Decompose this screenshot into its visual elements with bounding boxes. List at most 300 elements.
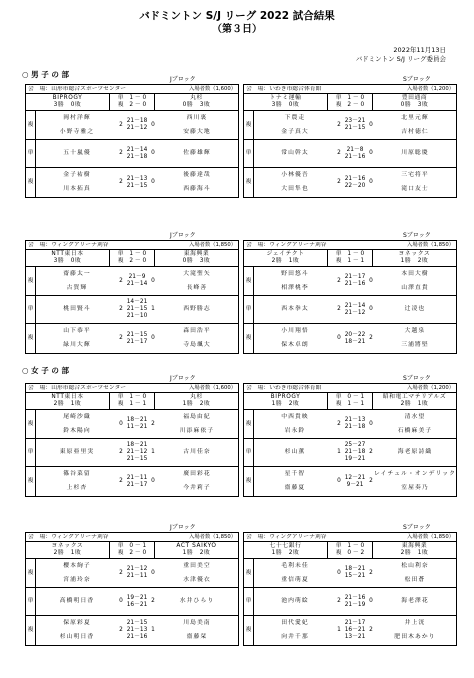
set-scores xyxy=(124,176,150,190)
player-name: 緑川大輝 xyxy=(63,342,91,349)
right-games-won: 0 xyxy=(369,150,373,156)
set-score: 21－13 xyxy=(126,175,148,182)
set-score: 21－11 xyxy=(126,573,148,579)
player-name: 五十嵐優 xyxy=(63,150,91,156)
set-score: 21－16 xyxy=(344,281,366,287)
away-team-name: ACT SAIKYO xyxy=(176,543,217,549)
block-label: Jブロック xyxy=(170,232,196,239)
game-score xyxy=(336,467,374,496)
left-games-won: 0 xyxy=(119,420,123,427)
game-score xyxy=(118,267,156,295)
home-team-record: 1勝 2敗 xyxy=(271,550,300,556)
player-name: 小林優吾 xyxy=(281,171,309,178)
game-row xyxy=(26,439,238,467)
right-players xyxy=(374,588,456,615)
left-players xyxy=(36,559,118,587)
away-team xyxy=(155,94,238,110)
venue-row xyxy=(244,384,456,393)
game-score xyxy=(336,267,374,295)
set-score: 21－16 xyxy=(344,153,366,160)
set-score: 21－15 xyxy=(126,620,148,626)
left-games-won: 2 xyxy=(337,277,341,284)
player-name: 小野寺雅之 xyxy=(59,128,95,135)
player-name: 齋藤夏 xyxy=(284,485,306,492)
venue-name: 会 場：ウィングアリーナ刈谷 xyxy=(28,533,109,540)
game-score xyxy=(118,111,156,139)
set-score: 21－18 xyxy=(344,424,366,430)
venue-row xyxy=(26,241,238,250)
right-games-won: 0 xyxy=(369,277,373,284)
game-type: 単 xyxy=(244,439,254,466)
match-summary xyxy=(109,250,155,266)
player-name: 川島美南 xyxy=(183,619,211,626)
player-name: 宮浦玲奈 xyxy=(63,576,91,583)
set-scores xyxy=(124,118,150,132)
set-score: 21－18 xyxy=(126,118,148,124)
right-games-won: 0 xyxy=(151,335,155,341)
set-scores xyxy=(124,566,150,580)
block-label: Sブロック xyxy=(403,232,431,239)
left-games-won: 0 xyxy=(337,569,341,576)
home-team xyxy=(26,393,109,409)
away-team xyxy=(373,393,456,409)
game-type: 単 xyxy=(26,439,36,466)
player-name: 西藤海斗 xyxy=(183,186,211,193)
set-score: 12－21 xyxy=(344,474,366,481)
right-games-won: 2 xyxy=(151,598,155,604)
left-games-won: 1 xyxy=(337,449,341,455)
set-score: 21－15 xyxy=(126,331,148,338)
player-name: 池内萌絵 xyxy=(281,598,309,604)
set-scores xyxy=(342,118,368,132)
left-players xyxy=(254,616,336,645)
set-score: 21－15 xyxy=(126,182,148,189)
match-card xyxy=(243,532,457,646)
match-summary xyxy=(327,393,373,409)
right-players xyxy=(374,559,456,587)
home-team-name: BIPROGY xyxy=(270,394,301,400)
attendance: 入場者数（1,200） xyxy=(407,85,454,92)
left-players xyxy=(36,439,118,466)
set-score: 21－8 xyxy=(346,146,364,153)
away-team xyxy=(373,542,456,558)
left-games-won: 2 xyxy=(119,335,123,341)
right-players xyxy=(156,324,238,353)
game-type: 複 xyxy=(26,559,36,587)
left-games-won: 2 xyxy=(337,420,341,427)
set-score: 9－21 xyxy=(346,481,364,488)
game-score xyxy=(118,168,156,197)
set-score: 21－12 xyxy=(126,125,148,131)
match-card xyxy=(243,383,457,497)
player-name: 森田浩平 xyxy=(183,327,211,334)
block-label: Jブロック xyxy=(170,375,196,382)
away-team-record: 1勝 2敗 xyxy=(182,550,211,556)
match-card xyxy=(25,383,239,497)
player-name: 三浦將堅 xyxy=(401,342,429,349)
player-name: 西野勝志 xyxy=(183,306,211,312)
right-games-won: 2 xyxy=(369,335,373,341)
player-name: 川本拓真 xyxy=(63,186,91,193)
player-name: 吉村徳仁 xyxy=(401,128,429,135)
game-type: 単 xyxy=(244,296,254,323)
summary-line: 単 0 － 1 xyxy=(117,543,147,549)
player-name: 佐藤雄輝 xyxy=(183,150,211,156)
game-type: 単 xyxy=(26,588,36,615)
player-name: 三宅将平 xyxy=(401,171,429,178)
right-players xyxy=(156,410,238,438)
game-type: 複 xyxy=(244,168,254,197)
summary-line: 単 1 － 0 xyxy=(335,543,365,549)
player-name: 西本拳太 xyxy=(281,306,309,312)
match-summary xyxy=(109,94,155,110)
game-type: 複 xyxy=(244,410,254,438)
right-players xyxy=(374,267,456,295)
left-players xyxy=(36,168,118,197)
left-games-won: 0 xyxy=(337,478,341,484)
player-name: 岡村洋輝 xyxy=(63,114,91,121)
right-players xyxy=(156,168,238,197)
set-score: 21－13 xyxy=(126,627,148,633)
left-players xyxy=(254,111,336,139)
game-score xyxy=(336,140,374,167)
left-players xyxy=(254,439,336,466)
game-row xyxy=(244,296,456,324)
right-players xyxy=(156,140,238,167)
left-games-won: 2 xyxy=(119,150,123,156)
right-games-won: 0 xyxy=(369,179,373,185)
player-name: 鈴木陽向 xyxy=(63,427,91,434)
attendance: 入場者数（1,600） xyxy=(189,85,236,92)
set-score: 18－21 xyxy=(126,442,148,448)
match-summary xyxy=(327,250,373,266)
set-score: 21－14 xyxy=(126,281,148,287)
summary-line: 単 0 － 1 xyxy=(335,394,365,400)
set-score: 21－10 xyxy=(126,313,148,319)
left-players xyxy=(36,410,118,438)
set-score: 19－21 xyxy=(344,456,366,462)
set-score: 21－13 xyxy=(344,417,366,423)
set-scores xyxy=(124,274,150,288)
set-scores xyxy=(124,475,150,489)
right-players xyxy=(156,439,238,466)
venue-name: 会 場：いわき市総合体育館 xyxy=(246,384,322,391)
set-score: 21－11 xyxy=(126,474,148,481)
match-card xyxy=(243,84,457,198)
game-row xyxy=(244,616,456,645)
player-name: 山下恭平 xyxy=(63,327,91,334)
player-name: 辻凌也 xyxy=(404,306,426,312)
summary-line: 複 2 － 0 xyxy=(117,550,147,556)
set-score: 18－21 xyxy=(344,566,366,572)
set-scores xyxy=(342,274,368,288)
player-name: 毛利未佳 xyxy=(281,562,309,569)
set-score: 25－27 xyxy=(344,442,366,448)
player-name: 西川裏 xyxy=(186,114,208,121)
player-name: 杉山薫 xyxy=(284,449,306,455)
left-players xyxy=(36,324,118,353)
player-name: 下農走 xyxy=(284,114,306,121)
venue-row xyxy=(26,384,238,393)
right-games-won: 0 xyxy=(369,306,373,312)
left-players xyxy=(36,140,118,167)
set-scores xyxy=(342,332,368,346)
game-row xyxy=(26,616,238,645)
player-name: 星千智 xyxy=(284,470,306,477)
right-games-won: 0 xyxy=(151,277,155,284)
player-name: 篠谷菜留 xyxy=(63,470,91,477)
set-score: 20－22 xyxy=(344,331,366,338)
left-games-won: 0 xyxy=(119,598,123,604)
player-name: 上杉杏 xyxy=(66,485,88,492)
player-name: 重信萌夏 xyxy=(281,576,309,583)
summary-line: 複 1 － 1 xyxy=(335,401,365,407)
venue-name: 会 場：ウィングアリーナ刈谷 xyxy=(246,533,327,540)
set-scores xyxy=(342,620,368,641)
home-team xyxy=(26,250,109,266)
game-type: 複 xyxy=(26,410,36,438)
set-score: 21－17 xyxy=(344,274,366,280)
team-row xyxy=(244,542,456,559)
game-type: 単 xyxy=(26,140,36,167)
game-row xyxy=(26,559,238,588)
left-games-won: 2 xyxy=(119,121,123,128)
venue-row xyxy=(26,85,238,94)
left-players xyxy=(36,616,118,645)
attendance: 入場者数（1,600） xyxy=(189,384,236,391)
summary-line: 複 1 － 1 xyxy=(117,401,147,407)
player-name: 常山幹太 xyxy=(281,150,309,156)
player-name: 山澤直貴 xyxy=(401,284,429,291)
away-team-record: 2勝 1敗 xyxy=(400,550,429,556)
away-team xyxy=(373,94,456,110)
home-team-name: NTT東日本 xyxy=(51,394,84,400)
set-score: 21－14 xyxy=(126,146,148,153)
right-games-won: 1 xyxy=(151,627,155,633)
player-name: 本田大樹 xyxy=(401,270,429,277)
set-score: 21－12 xyxy=(126,449,148,455)
summary-line: 単 1 － 0 xyxy=(117,251,147,257)
left-players xyxy=(36,467,118,496)
player-name: 重田美空 xyxy=(183,562,211,569)
away-team-record: 1勝 2敗 xyxy=(400,258,429,264)
venue-name: 会 場：ウィングアリーナ刈谷 xyxy=(28,241,109,248)
player-name: 清水望 xyxy=(404,413,426,420)
player-name: 大田隼也 xyxy=(281,186,309,193)
game-row xyxy=(244,588,456,616)
summary-line: 単 1 － 0 xyxy=(335,95,365,101)
away-team-record: 0勝 3敗 xyxy=(182,102,211,108)
set-score: 21－9 xyxy=(128,274,146,280)
report-subtitle: （第３日） xyxy=(212,24,262,35)
game-row xyxy=(244,439,456,467)
left-games-won: 2 xyxy=(119,179,123,185)
venue-row xyxy=(244,241,456,250)
game-score xyxy=(336,439,374,466)
home-team xyxy=(244,393,327,409)
right-games-won: 0 xyxy=(151,478,155,484)
game-type: 単 xyxy=(244,588,254,615)
left-games-won: 0 xyxy=(337,335,341,341)
game-row xyxy=(26,296,238,324)
player-name: 水津優衣 xyxy=(183,576,211,583)
home-team-record: 2勝 1敗 xyxy=(271,258,300,264)
team-row xyxy=(26,250,238,267)
game-score xyxy=(336,588,374,615)
set-scores xyxy=(342,176,368,190)
set-score: 19－21 xyxy=(126,594,148,601)
venue-row xyxy=(26,533,238,542)
set-scores xyxy=(342,475,368,489)
game-score xyxy=(336,111,374,139)
player-name: 田代愛妃 xyxy=(281,619,309,626)
set-score: 21－17 xyxy=(126,481,148,488)
game-type: 複 xyxy=(26,616,36,645)
away-team xyxy=(155,250,238,266)
left-games-won: 2 xyxy=(119,569,123,576)
home-team xyxy=(26,542,109,558)
set-scores xyxy=(124,147,150,161)
venue-row xyxy=(244,85,456,94)
attendance: 入場者数（1,850） xyxy=(189,241,236,248)
set-scores xyxy=(342,595,368,609)
game-type: 複 xyxy=(244,616,254,645)
player-name: 水井ひらり xyxy=(179,598,215,604)
away-team-name: 昭和電工マテリアルズ xyxy=(382,394,447,400)
game-score xyxy=(118,140,156,167)
player-name: 松山利奈 xyxy=(401,562,429,569)
match-card xyxy=(25,532,239,646)
team-row xyxy=(26,94,238,111)
match-summary xyxy=(109,542,155,558)
right-players xyxy=(374,467,456,496)
set-score: 21－16 xyxy=(344,594,366,601)
set-scores xyxy=(124,442,150,463)
left-players xyxy=(254,324,336,353)
home-team-record: 2勝 1敗 xyxy=(53,550,82,556)
game-type: 複 xyxy=(26,267,36,295)
attendance: 入場者数（1,850） xyxy=(407,533,454,540)
player-name: 川添麻依子 xyxy=(179,427,215,434)
game-score xyxy=(336,410,374,438)
left-games-won: 2 xyxy=(337,150,341,156)
team-row xyxy=(244,94,456,111)
player-name: 中西貴映 xyxy=(281,413,309,420)
away-team-name: 東海興業 xyxy=(183,251,210,257)
left-games-won: 1 xyxy=(337,627,341,633)
player-name: 松田蒼 xyxy=(404,576,426,583)
venue-name: 会 場：いわき市総合体育館 xyxy=(246,85,322,92)
set-scores xyxy=(124,299,150,320)
set-scores xyxy=(124,620,150,641)
team-row xyxy=(244,250,456,267)
player-name: 古賀輝 xyxy=(66,284,88,291)
game-row xyxy=(26,588,238,616)
set-score: 21－15 xyxy=(126,306,148,312)
set-scores xyxy=(342,566,368,580)
set-scores xyxy=(342,442,368,463)
game-score xyxy=(118,439,156,466)
right-games-won: 0 xyxy=(151,121,155,128)
set-scores xyxy=(124,332,150,346)
player-name: 寺島颯大 xyxy=(183,342,211,349)
game-row xyxy=(244,467,456,496)
away-team xyxy=(373,250,456,266)
home-team xyxy=(244,94,327,110)
game-row xyxy=(26,324,238,353)
player-name: 後藤達哉 xyxy=(183,171,211,178)
player-name: 石橋麻美子 xyxy=(397,427,433,434)
home-team-record: 1勝 2敗 xyxy=(271,401,300,407)
team-row xyxy=(26,393,238,410)
left-players xyxy=(254,267,336,295)
game-type: 複 xyxy=(244,267,254,295)
summary-line: 複 2 － 0 xyxy=(117,102,147,108)
left-games-won: 2 xyxy=(119,277,123,284)
right-players xyxy=(156,296,238,323)
player-name: 海老原詩織 xyxy=(397,449,433,455)
away-team-name: 丸杉 xyxy=(190,95,203,101)
game-row xyxy=(244,410,456,439)
game-row xyxy=(26,410,238,439)
right-players xyxy=(374,439,456,466)
game-row xyxy=(26,140,238,168)
home-team xyxy=(26,94,109,110)
home-team-record: 3勝 0敗 xyxy=(271,102,300,108)
home-team xyxy=(244,542,327,558)
summary-line: 単 1 － 0 xyxy=(117,394,147,400)
block-label: Sブロック xyxy=(403,76,431,83)
right-players xyxy=(156,616,238,645)
player-name: 杉山明日香 xyxy=(59,634,95,641)
left-players xyxy=(254,410,336,438)
set-score: 21－15 xyxy=(126,456,148,462)
set-score: 13－21 xyxy=(344,634,366,640)
set-score: 21－15 xyxy=(344,125,366,131)
game-score xyxy=(336,168,374,197)
player-name: 福島由紀 xyxy=(183,413,211,420)
match-card xyxy=(243,240,457,354)
right-games-won: 1 xyxy=(151,306,155,312)
match-card xyxy=(25,240,239,354)
player-name: 高橋明日香 xyxy=(59,598,95,604)
player-name: 北里元輝 xyxy=(401,114,429,121)
set-score: 21－18 xyxy=(126,153,148,160)
game-row xyxy=(26,467,238,496)
away-team xyxy=(155,393,238,409)
section-label-women: ○ 女 子 の 部 xyxy=(22,366,69,375)
summary-line: 複 2 － 0 xyxy=(117,258,147,264)
set-scores xyxy=(124,417,150,431)
left-games-won: 2 xyxy=(337,121,341,128)
right-players xyxy=(374,111,456,139)
player-name: 岩永鈴 xyxy=(284,427,306,434)
right-games-won: 0 xyxy=(369,121,373,128)
left-games-won: 2 xyxy=(119,478,123,484)
player-name: 金子真大 xyxy=(281,128,309,135)
player-name: 相澤桃李 xyxy=(281,284,309,291)
set-score: 21－16 xyxy=(126,634,148,640)
set-score: 21－12 xyxy=(126,566,148,572)
player-name: 齋藤太一 xyxy=(63,270,91,277)
set-score: 23－21 xyxy=(344,118,366,124)
away-team-record: 0勝 3敗 xyxy=(400,102,429,108)
player-name: 金子祐樹 xyxy=(63,171,91,178)
home-team-name: ジェイテクト xyxy=(266,251,305,257)
away-team-name: 丸杉 xyxy=(190,394,203,400)
right-players xyxy=(374,168,456,197)
game-type: 複 xyxy=(26,467,36,496)
